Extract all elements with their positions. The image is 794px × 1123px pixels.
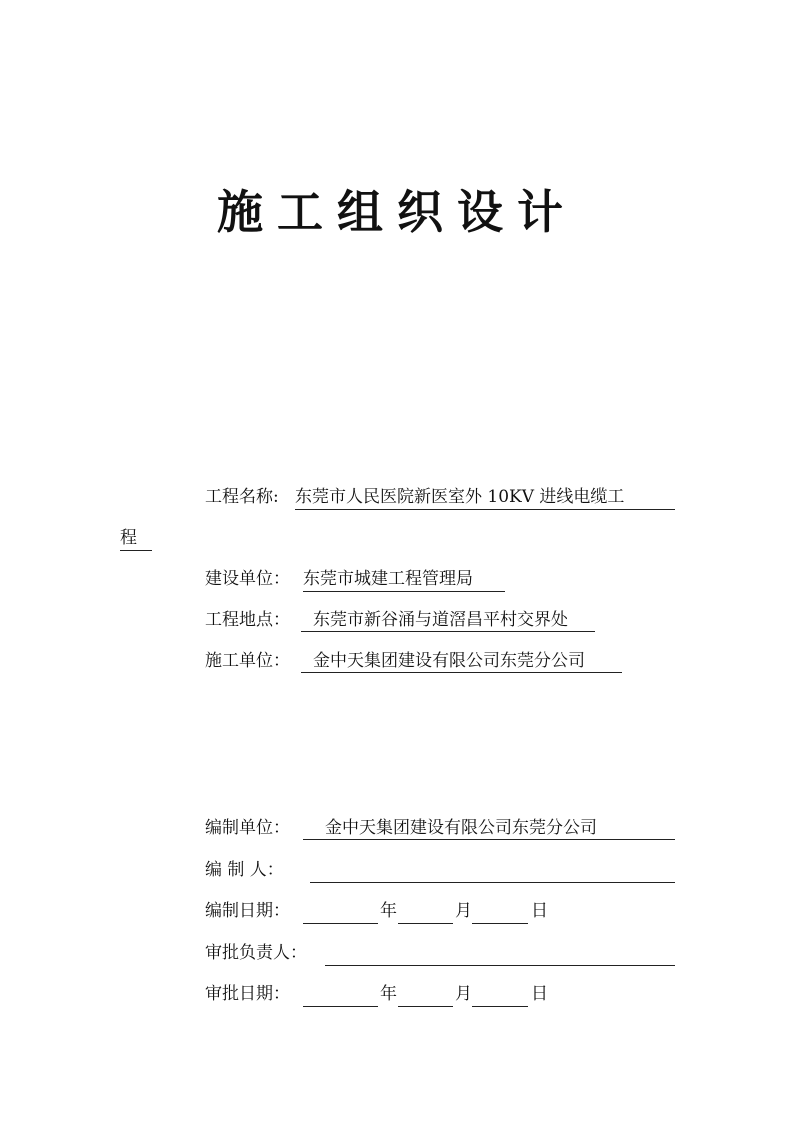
approver-field[interactable] bbox=[325, 941, 675, 966]
prepared-year-field[interactable] bbox=[303, 899, 378, 924]
project-name-wrap: 程 bbox=[120, 526, 152, 551]
preparer-field[interactable] bbox=[310, 858, 675, 883]
document-title: 施工组织设计 bbox=[217, 185, 577, 239]
project-name-value: 东莞市人民医院新医室外 10KV 进线电缆工 bbox=[295, 485, 675, 510]
client-value: 东莞市城建工程管理局 bbox=[303, 567, 505, 592]
contractor-label: 施工单位： bbox=[205, 651, 290, 671]
approver-label: 审批负责人： bbox=[205, 943, 307, 963]
month-label: 月 bbox=[455, 984, 472, 1004]
year-label: 年 bbox=[380, 984, 397, 1004]
day-label: 日 bbox=[531, 984, 548, 1004]
project-name-label: 工程名称: bbox=[205, 487, 279, 507]
approved-month-field[interactable] bbox=[398, 982, 453, 1007]
year-label: 年 bbox=[380, 901, 397, 921]
prepared-date-label: 编制日期： bbox=[205, 901, 290, 921]
approved-day-field[interactable] bbox=[472, 982, 528, 1007]
approved-year-field[interactable] bbox=[303, 982, 378, 1007]
prepared-unit-value: 金中天集团建设有限公司东莞分公司 bbox=[303, 816, 675, 840]
location-label: 工程地点： bbox=[205, 610, 290, 630]
preparer-label: 编 制 人： bbox=[205, 860, 284, 880]
prepared-day-field[interactable] bbox=[472, 899, 528, 924]
contractor-value: 金中天集团建设有限公司东莞分公司 bbox=[301, 649, 622, 673]
month-label: 月 bbox=[455, 901, 472, 921]
client-label: 建设单位： bbox=[205, 569, 290, 589]
day-label: 日 bbox=[531, 901, 548, 921]
location-value: 东莞市新谷涌与道滘昌平村交界处 bbox=[301, 608, 595, 632]
approved-date-label: 审批日期： bbox=[205, 984, 290, 1004]
prepared-unit-label: 编制单位： bbox=[205, 818, 290, 838]
prepared-month-field[interactable] bbox=[398, 899, 453, 924]
